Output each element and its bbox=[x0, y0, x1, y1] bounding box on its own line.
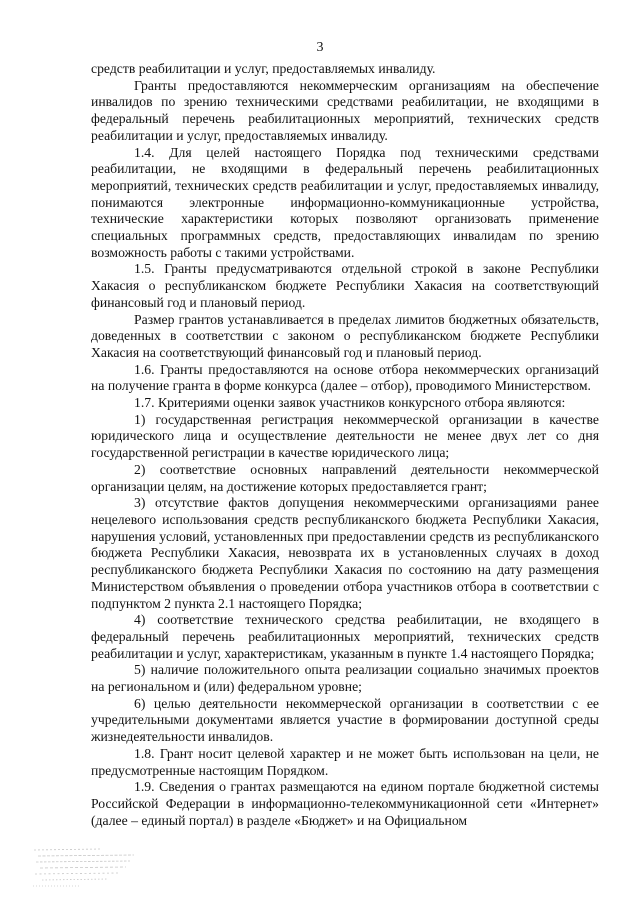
paragraph: 1) государственная регистрация некоммерческой организации в качестве юридического лица и осуществление деятельности не менее двух лет со дня государственной регистрации в качестве юридического лица; bbox=[91, 411, 599, 461]
paragraph: 1.6. Гранты предоставляются на основе отбора некоммерческих организаций на получение гранта в форме конкурса (далее – отбор), проводимого Министерством. bbox=[91, 361, 599, 394]
page-number: 3 bbox=[316, 40, 324, 55]
paragraph: 4) соответствие технического средства реабилитации, не входящего в федеральный перечень реабилитационных мероприятий, технических средств реабилитации и услуг, характеристикам, указанным в пункте 1.4 настоящего Порядка; bbox=[91, 612, 599, 661]
paragraph: 1.4. Для целей настоящего Порядка под техническими средствами реабилитации, не входящими в федеральный перечень реабилитационных мероприятий, технических средств реабилитации и услуг, предоставляемых инвалиду, понимаются электронные информационно-коммуникационные устройства, технические характеристики которых позволяют организовать применение специальных программных средств, предоставляющих инвалидам по зрению возможность работы с такими устройствами. bbox=[91, 144, 599, 260]
paragraph: Размер грантов устанавливается в пределах лимитов бюджетных обязательств, доведенных в соответствии с законом о республиканском бюджете Республики Хакасия на соответствующий финансовый год и плановый период. bbox=[91, 311, 599, 360]
paragraph: 3) отсутствие фактов допущения некоммерческими организациями ранее нецелевого использования средств республиканского бюджета Республики Хакасия, нарушения условий, установленных при предоставлении средств из республиканского бюджета Республики Хакасия, невозврата их в установленных случаях в доход республиканского бюджета Республики Хакасия по состоянию на дату размещения Министерством объявления о проведении отбора участников отбора в соответствии с подпунктом 2 пункта 2.1 настоящего Порядка; bbox=[91, 495, 599, 611]
paragraph: Гранты предоставляются некоммерческим организациям на обеспечение инвалидов по зрению техническими средствами реабилитации, не входящими в федеральный перечень реабилитационных мероприятий, технических средств реабилитации и услуг, предоставляемых инвалиду. bbox=[91, 77, 599, 143]
paragraph: 1.5. Гранты предусматриваются отдельной строкой в законе Республики Хакасия о республиканском бюджете Республики Хакасия на соответствующий финансовый год и плановый период. bbox=[91, 261, 599, 310]
paragraph: средств реабилитации и услуг, предоставляемых инвалиду. bbox=[91, 61, 436, 76]
paragraph: 2) соответствие основных направлений деятельности некоммерческой организации целям, на достижение которых предоставляется грант; bbox=[91, 461, 599, 494]
paragraph: 1.8. Грант носит целевой характер и не может быть использован на цели, не предусмотренные настоящим Порядком. bbox=[91, 745, 599, 778]
document-body bbox=[91, 61, 599, 829]
paragraph: 1.9. Сведения о грантах размещаются на едином портале бюджетной системы Российской Федерации в информационно-телекоммуникационной сети «Интернет» (далее – единый портал) в разделе «Бюджет» и на Официальном bbox=[91, 779, 599, 828]
paragraph: 5) наличие положительного опыта реализации социально значимых проектов на региональном и (или) федеральном уровне; bbox=[91, 662, 599, 695]
scan-stamp-icon bbox=[30, 846, 138, 890]
paragraph: 6) целью деятельности некоммерческой организации в соответствии с ее учредительными документами является участие в формировании доступной среды жизнедеятельности инвалидов. bbox=[91, 695, 599, 745]
paragraph: 1.7. Критериями оценки заявок участников конкурсного отбора являются: bbox=[134, 395, 566, 411]
